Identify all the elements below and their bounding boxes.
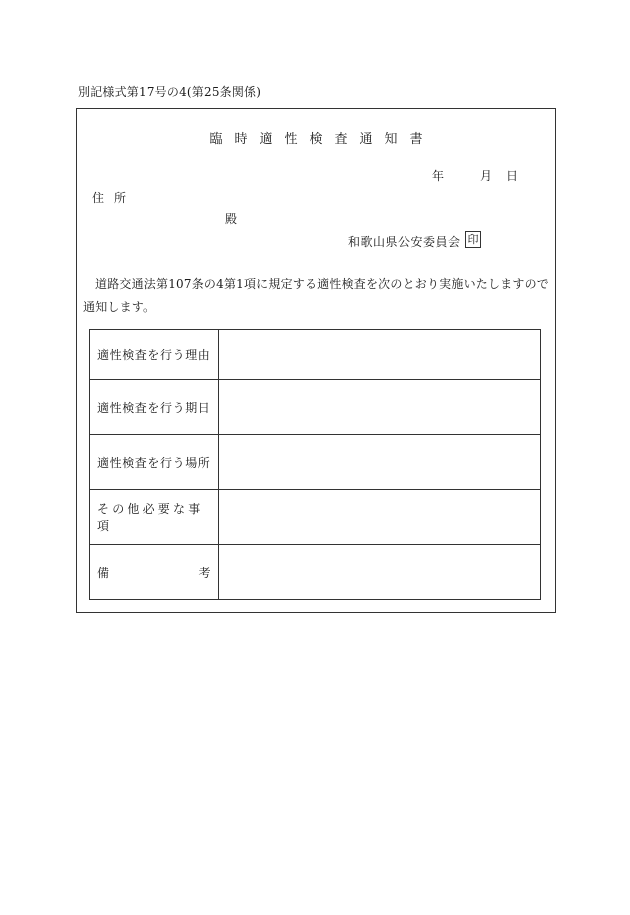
- row-value-reason: [219, 330, 541, 380]
- honorific: 殿: [225, 212, 238, 226]
- date-day-label: 日: [506, 169, 519, 183]
- date-month-label: 月: [480, 169, 493, 183]
- inspection-details-table: [89, 329, 541, 600]
- row-label-place: 適性検査を行う場所: [90, 435, 219, 490]
- row-label-other: その他必要な事項: [90, 490, 219, 545]
- date-year-label: 年: [432, 169, 445, 183]
- table-row: [90, 545, 541, 600]
- issuer-name: 和歌山県公安委員会: [348, 235, 461, 249]
- remarks-label: [97, 564, 218, 581]
- row-label-remarks: [90, 545, 219, 600]
- remarks-label-right: 考: [198, 565, 212, 580]
- address-label: 住所: [92, 191, 137, 205]
- row-label-reason: 適性検査を行う理由: [90, 330, 219, 380]
- document-title: 臨時適性検査通知書: [209, 132, 435, 147]
- form-number-label: 別記様式第17号の4(第25条関係): [78, 85, 262, 99]
- row-value-date: [219, 380, 541, 435]
- table-row: [90, 330, 541, 380]
- table-row: [90, 435, 541, 490]
- row-label-date: 適性検査を行う期日: [90, 380, 219, 435]
- remarks-label-left: 備: [97, 565, 110, 580]
- notice-frame: [76, 108, 556, 613]
- table-row: [90, 490, 541, 545]
- row-value-remarks: [219, 545, 541, 600]
- table-row: [90, 380, 541, 435]
- seal-mark: 印: [465, 231, 481, 248]
- row-value-other: [219, 490, 541, 545]
- row-value-place: [219, 435, 541, 490]
- notice-text: 道路交通法第107条の4第1項に規定する適性検査を次のとおり実施いたしますので通知します。: [83, 277, 549, 314]
